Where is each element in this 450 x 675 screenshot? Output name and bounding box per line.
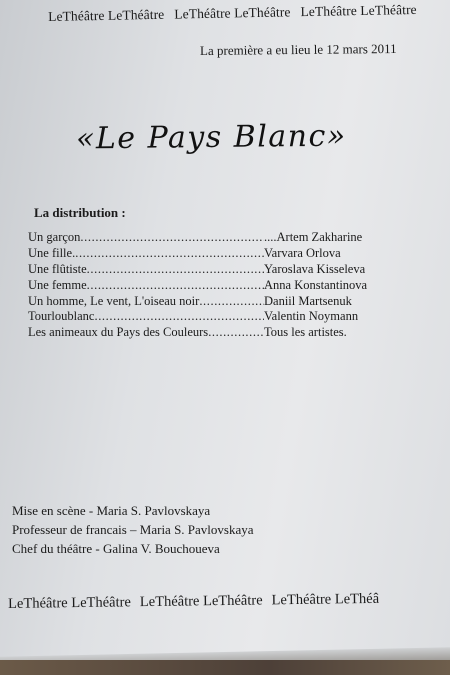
cast-list — [28, 230, 368, 341]
cast-row — [28, 230, 368, 246]
dot-leader — [80, 230, 264, 245]
cast-role: Une femme — [28, 277, 87, 292]
cast-row — [28, 325, 368, 341]
cast-role: Une flûtiste — [28, 261, 87, 276]
cast-actor: ....Artem Zakharine — [264, 230, 363, 244]
cast-role: Les animeaux du Pays des Couleurs — [28, 325, 209, 340]
cast-actor: Valentin Noymann — [264, 309, 359, 324]
credit-mise-en-scene: Mise en scène - Maria S. Pavlovskaya — [12, 503, 211, 518]
dot-leader — [75, 246, 264, 261]
brand-text: LeThéâtre LeThéâtre — [48, 6, 165, 24]
cast-role: Un garçon — [28, 230, 81, 244]
cast-heading: La distribution : — [34, 205, 126, 220]
background-surface — [0, 660, 450, 675]
cast-row — [28, 262, 368, 278]
dot-leader — [87, 262, 264, 277]
brand-text: LeThéâtre LeThéâ — [271, 590, 380, 609]
dot-leader — [199, 294, 264, 309]
credit-chef-du-theatre: Chef du théâtre - Galina V. Bouchoueva — [12, 541, 220, 556]
credit-professeur: Professeur de francais – Maria S. Pavlovskaya — [12, 522, 254, 537]
cast-actor: Varvara Orlova — [264, 245, 341, 260]
cast-actor: Tous les artistes. — [264, 325, 347, 340]
cast-row — [28, 246, 368, 262]
header-brand-strip — [48, 2, 427, 25]
cast-actor: Yaroslava Kisseleva — [264, 261, 366, 276]
cast-row — [28, 309, 368, 325]
cast-actor: Anna Konstantinova — [264, 277, 368, 292]
brand-text: LeThéâtre LeThéâtre — [174, 4, 291, 22]
brand-text: LeThéâtre LeThéâtre — [139, 592, 263, 611]
brand-text: LeThéâtre LeThéâtre — [8, 594, 131, 612]
cast-row — [28, 294, 368, 310]
play-title: «Le Pays Blanc» — [75, 118, 347, 157]
cast-role: Un homme, Le vent, L'oiseau noir — [28, 293, 200, 308]
dot-leader — [94, 309, 264, 324]
cast-role: Une fille. — [28, 245, 76, 260]
premiere-date: La première a eu lieu le 12 mars 2011 — [199, 40, 397, 59]
dot-leader — [87, 278, 264, 293]
brand-text: LeThéâtre LeThéâtre — [300, 1, 417, 20]
cast-actor: Daniil Martsenuk — [264, 293, 352, 308]
credits-block — [12, 501, 254, 558]
footer-brand-strip — [8, 591, 388, 613]
cast-row — [28, 278, 368, 294]
cast-role: Tourloublanc — [28, 309, 95, 324]
dot-leader — [208, 325, 264, 340]
